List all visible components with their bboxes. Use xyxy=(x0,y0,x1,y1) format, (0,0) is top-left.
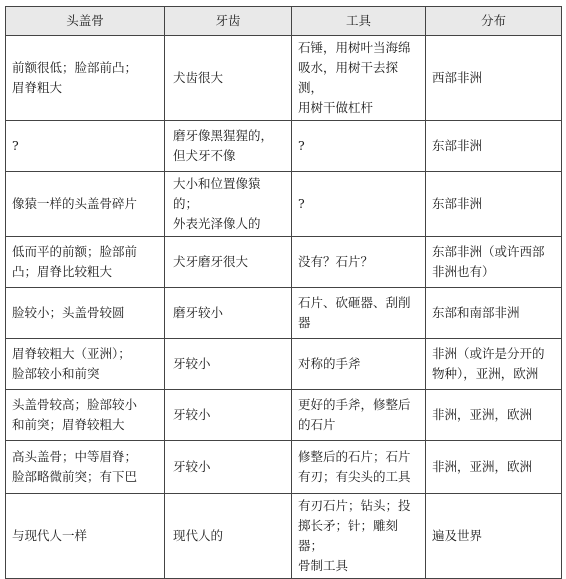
skull-cell: 高头盖骨；中等眉脊； 脸部略微前突；有下巴 xyxy=(6,441,165,494)
tools-cell: 石片、砍砸器、刮削 器 xyxy=(292,288,426,339)
teeth-cell: 牙较小 xyxy=(165,390,292,441)
distribution-cell: 非洲，亚洲，欧洲 xyxy=(426,390,562,441)
table-row xyxy=(6,172,562,237)
skull-cell: 与现代人一样 xyxy=(6,494,165,579)
teeth-cell: 大小和位置像猿的； 外表光泽像人的 xyxy=(165,172,292,237)
teeth-cell: 牙较小 xyxy=(165,441,292,494)
distribution-cell: 非洲（或许是分开的 物种），亚洲，欧洲 xyxy=(426,339,562,390)
table-header-row xyxy=(6,7,562,36)
skull-cell: 前额很低；脸部前凸； 眉脊粗大 xyxy=(6,36,165,121)
header-tools: 工具 xyxy=(292,7,426,36)
teeth-cell: 犬牙磨牙很大 xyxy=(165,237,292,288)
table-row xyxy=(6,288,562,339)
distribution-cell: 东部非洲 xyxy=(426,121,562,172)
tools-cell: 没有？石片？ xyxy=(292,237,426,288)
teeth-cell: 牙较小 xyxy=(165,339,292,390)
table-row xyxy=(6,339,562,390)
table-row xyxy=(6,237,562,288)
tools-cell: ? xyxy=(292,121,426,172)
table-row xyxy=(6,121,562,172)
tools-cell: 有刃石片；钻头；投 掷长矛；针；雕刻器； 骨制工具 xyxy=(292,494,426,579)
distribution-cell: 西部非洲 xyxy=(426,36,562,121)
distribution-cell: 遍及世界 xyxy=(426,494,562,579)
skull-cell: 像猿一样的头盖骨碎片 xyxy=(6,172,165,237)
table-row xyxy=(6,494,562,579)
table-row xyxy=(6,441,562,494)
skull-cell: 头盖骨较高；脸部较小 和前突；眉脊较粗大 xyxy=(6,390,165,441)
teeth-cell: 犬齿很大 xyxy=(165,36,292,121)
distribution-cell: 东部非洲（或许西部 非洲也有） xyxy=(426,237,562,288)
teeth-cell: 现代人的 xyxy=(165,494,292,579)
skull-cell: 脸较小；头盖骨较圆 xyxy=(6,288,165,339)
tools-cell: ? xyxy=(292,172,426,237)
tools-cell: 修整后的石片；石片 有刃；有尖头的工具 xyxy=(292,441,426,494)
distribution-cell: 非洲，亚洲，欧洲 xyxy=(426,441,562,494)
teeth-cell: 磨牙较小 xyxy=(165,288,292,339)
table-row xyxy=(6,390,562,441)
table-row xyxy=(6,36,562,121)
distribution-cell: 东部和南部非洲 xyxy=(426,288,562,339)
hominid-comparison-table xyxy=(5,6,562,579)
header-distribution: 分布 xyxy=(426,7,562,36)
header-skull: 头盖骨 xyxy=(6,7,165,36)
skull-cell: 眉脊较粗大（亚洲）； 脸部较小和前突 xyxy=(6,339,165,390)
tools-cell: 更好的手斧，修整后 的石片 xyxy=(292,390,426,441)
teeth-cell: 磨牙像黑猩猩的， 但犬牙不像 xyxy=(165,121,292,172)
distribution-cell: 东部非洲 xyxy=(426,172,562,237)
tools-cell: 石锤，用树叶当海绵 吸水，用树干去探测， 用树干做杠杆 xyxy=(292,36,426,121)
header-teeth: 牙齿 xyxy=(165,7,292,36)
tools-cell: 对称的手斧 xyxy=(292,339,426,390)
skull-cell: 低而平的前额；脸部前 凸；眉脊比较粗大 xyxy=(6,237,165,288)
skull-cell: ? xyxy=(6,121,165,172)
